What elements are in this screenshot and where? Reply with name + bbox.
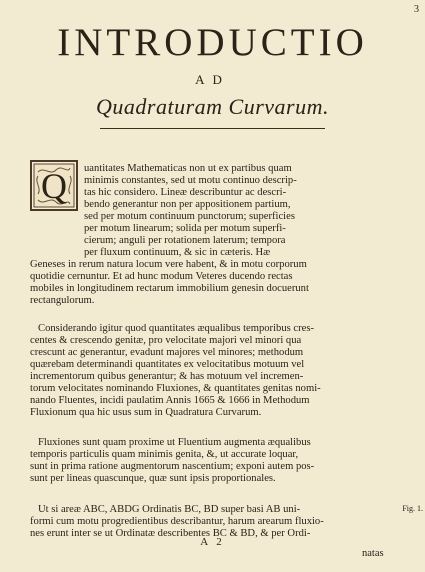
page-subtitle: Quadraturam Curvarum. xyxy=(96,94,329,119)
text-line: Considerando igitur quod quantitates æqualibus temporibus cres- xyxy=(38,323,314,334)
text-line: minimis constantes, sed ut motu continuo descrip- xyxy=(84,175,297,186)
title-ad: AD xyxy=(195,72,230,87)
text-line: nando Fluentes, incidi paulatim Annis 1665 & 1666 in Methodum xyxy=(30,395,310,406)
text-line: tas hic considero. Lineæ describuntur ac descri- xyxy=(84,187,287,198)
signature-mark: A 2 xyxy=(200,536,225,548)
text-line: bendo generantur non per appositionem partium, xyxy=(84,199,291,210)
title-rule xyxy=(100,128,325,129)
text-line: cierum; anguli per rotationem laterum; tempora xyxy=(84,235,286,246)
text-line: crescunt ac generantur, evadunt majores vel minores; methodum xyxy=(30,347,304,358)
text-line: per fluxum continuum, & sic in cæteris. Hæ xyxy=(84,247,271,258)
catchword: natas xyxy=(362,548,384,559)
text-line: incrementorum quibus generantur; & has motuum vel incremen- xyxy=(30,371,304,382)
text-line: nes erunt inter se ut Ordinatæ describentes BC & BD, & per Ordi- xyxy=(30,528,311,539)
page-number: 3 xyxy=(414,4,419,15)
drop-cap-ornament-icon xyxy=(32,162,76,209)
text-line: centes & crescendo genitæ, pro velocitate majori vel minori qua xyxy=(30,335,302,346)
text-line: sunt per lineas quascunque, quæ sunt ipsis proportionales. xyxy=(30,473,276,484)
text-line: Fluxiones sunt quam proxime ut Fluentium augmenta æqualibus xyxy=(38,437,311,448)
text-line: formi cum motu progredientibus describantur, harum arearum fluxio- xyxy=(30,516,324,527)
text-line: Geneses in rerum natura locum vere habent, & in motu corporum xyxy=(30,259,307,270)
page-title: INTRODUCTIO xyxy=(57,21,368,64)
text-line: per motum linearum; solida per motum superfi- xyxy=(84,223,286,234)
text-line: quærebam determinandi quantitates ex velocitatibus motuum vel xyxy=(30,359,305,370)
drop-cap-letter: Q xyxy=(41,166,67,206)
text-line: torum velocitates nominando Fluxiones, & quantitates genitas nomi- xyxy=(30,383,321,394)
text-line: mobiles in longitudinem rectarum immobilium genesin docuerunt xyxy=(30,283,309,294)
text-line: sunt in prima ratione augmentorum nascentium; exponi autem pos- xyxy=(30,461,315,472)
text-line: quotidie cernuntur. Et ad hunc modum Veteres ducendo rectas xyxy=(30,271,293,282)
text-line: sed per motum continuum punctorum; superficies xyxy=(84,211,295,222)
text-line: uantitates Mathematicas non ut ex partibus quam xyxy=(84,163,292,174)
text-line: rectangulorum. xyxy=(30,295,95,306)
margin-note-figure: Fig. 1. xyxy=(402,504,423,513)
text-line: Ut si areæ ABC, ABDG Ordinatis BC, BD super basi AB uni- xyxy=(38,504,301,515)
drop-cap xyxy=(30,160,78,211)
text-line: temporis particulis quam minimis genita, &, ut accurate loquar, xyxy=(30,449,299,460)
text-line: Fluxionum qua hic usus sum in Quadratura Curvarum. xyxy=(30,407,262,418)
